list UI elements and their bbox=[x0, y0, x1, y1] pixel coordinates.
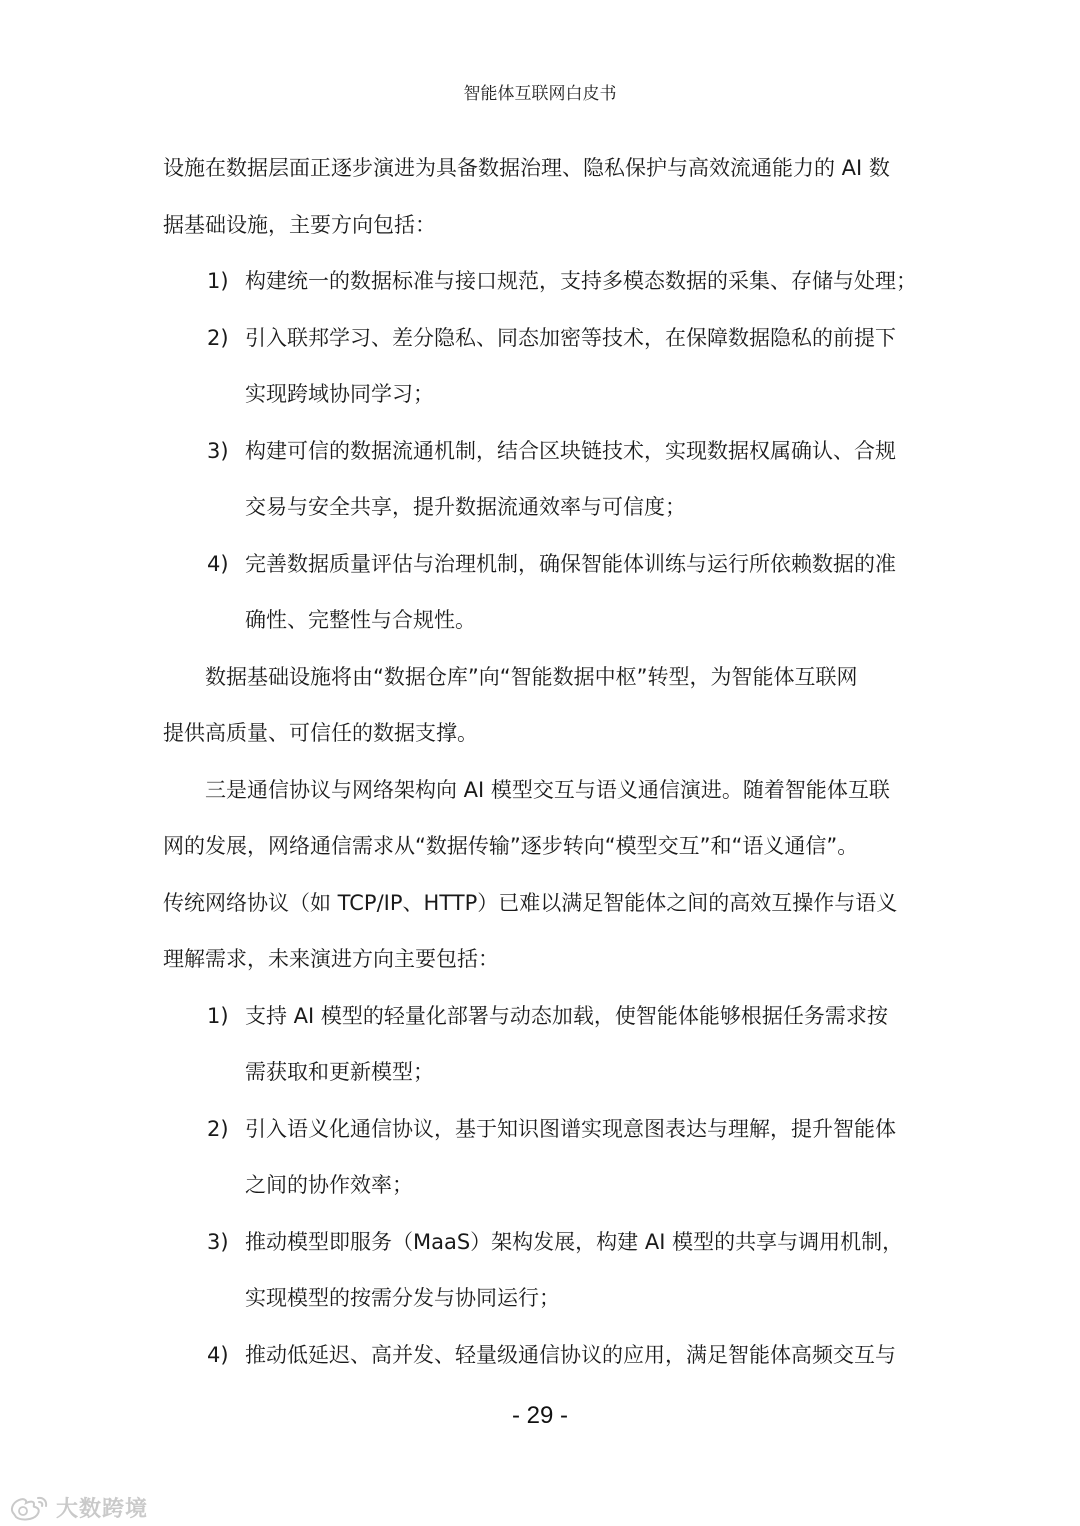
list-item bbox=[163, 536, 918, 649]
body-line: 传统网络协议（如 TCP/IP、HTTP）已难以满足智能体之间的高效互操作与语义 bbox=[163, 890, 898, 915]
list-item bbox=[163, 253, 918, 310]
body-line: 三是通信协议与网络架构向 AI 模型交互与语义通信演进。随着智能体互联 bbox=[163, 777, 890, 802]
list-item-line: 交易与安全共享，提升数据流通效率与可信度； bbox=[245, 495, 686, 519]
list-item-line: 需获取和更新模型； bbox=[245, 1060, 434, 1084]
weibo-logo-icon bbox=[8, 1492, 52, 1522]
list-item-number: 4) bbox=[207, 1342, 229, 1367]
list-item-line: 确性、完整性与合规性。 bbox=[245, 608, 476, 632]
list-item-number: 1) bbox=[207, 1003, 229, 1028]
list-item bbox=[163, 1214, 918, 1327]
list-item-line: 完善数据质量评估与治理机制，确保智能体训练与运行所依赖数据的准 bbox=[245, 551, 896, 576]
body-line: 理解需求，未来演进方向主要包括： bbox=[163, 947, 499, 971]
list-item-line: 实现跨域协同学习； bbox=[245, 382, 434, 406]
list-item-line: 推动低延迟、高并发、轻量级通信协议的应用，满足智能体高频交互与 bbox=[245, 1342, 896, 1367]
document-title: 智能体互联网白皮书 bbox=[463, 84, 617, 104]
body-line: 设施在数据层面正逐步演进为具备数据治理、隐私保护与高效流通能力的 AI 数 bbox=[163, 156, 890, 180]
list-item-number: 3) bbox=[207, 1229, 229, 1254]
page-header bbox=[0, 82, 1080, 106]
page-footer bbox=[0, 1400, 1080, 1432]
list-item bbox=[163, 1327, 918, 1384]
body-line: 据基础设施，主要方向包括： bbox=[163, 212, 436, 237]
body-line: 数据基础设施将由“数据仓库”向“智能数据中枢”转型，为智能体互联网 bbox=[163, 664, 858, 689]
body-line: 提供高质量、可信任的数据支撑。 bbox=[163, 721, 478, 745]
document-body bbox=[163, 140, 918, 1383]
list-item-line: 构建统一的数据标准与接口规范，支持多模态数据的采集、存储与处理； bbox=[245, 269, 917, 293]
list-protocol-directions bbox=[163, 988, 918, 1384]
list-item-line: 实现模型的按需分发与协同运行； bbox=[245, 1286, 560, 1310]
list-item-line: 推动模型即服务（MaaS）架构发展，构建 AI 模型的共享与调用机制， bbox=[245, 1229, 904, 1254]
list-data-directions bbox=[163, 253, 918, 649]
list-item-number: 2) bbox=[207, 325, 229, 350]
page-number: - 29 - bbox=[511, 1402, 568, 1429]
list-item bbox=[163, 423, 918, 536]
list-item-number: 1) bbox=[207, 269, 229, 293]
list-item-line: 之间的协作效率； bbox=[245, 1173, 413, 1197]
list-item bbox=[163, 988, 918, 1101]
list-item bbox=[163, 1101, 918, 1214]
list-item-line: 引入联邦学习、差分隐私、同态加密等技术，在保障数据隐私的前提下 bbox=[245, 325, 896, 350]
list-item-number: 4) bbox=[207, 551, 229, 576]
watermark-text: 大数跨境 bbox=[56, 1496, 149, 1522]
list-item-line: 构建可信的数据流通机制，结合区块链技术，实现数据权属确认、合规 bbox=[245, 438, 896, 463]
body-line: 网的发展，网络通信需求从“数据传输”逐步转向“模型交互”和“语义通信”。 bbox=[163, 834, 859, 858]
list-item-number: 3) bbox=[207, 438, 229, 463]
list-item bbox=[163, 310, 918, 423]
list-item-number: 2) bbox=[207, 1116, 229, 1141]
watermark bbox=[8, 1490, 148, 1524]
list-item-line: 引入语义化通信协议，基于知识图谱实现意图表达与理解，提升智能体 bbox=[245, 1116, 896, 1141]
list-item-line: 支持 AI 模型的轻量化部署与动态加载，使智能体能够根据任务需求按 bbox=[245, 1003, 888, 1028]
